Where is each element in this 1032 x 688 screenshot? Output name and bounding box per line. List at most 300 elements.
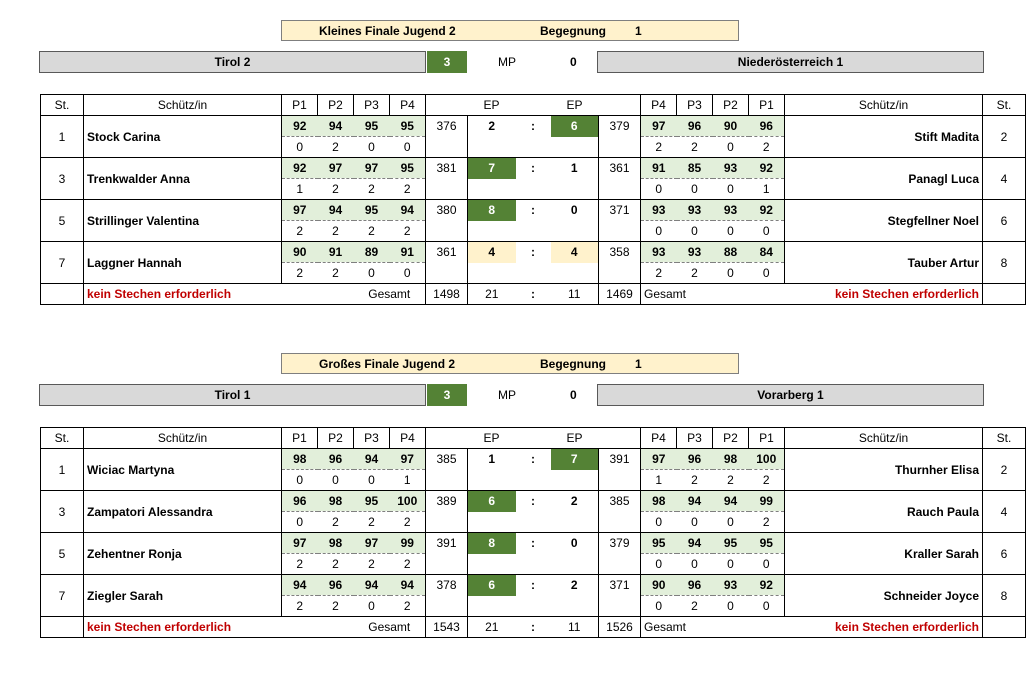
team-left: Tirol 2 (39, 51, 426, 73)
total-right: 385 (599, 491, 641, 512)
ep-separator: : (531, 161, 535, 176)
match-points-left: 3 (427, 51, 467, 73)
ep-sum-right: 11 (551, 617, 599, 638)
series-score-right-p3: 85 (677, 158, 713, 179)
empty-cell (426, 596, 468, 617)
header-name: Schütz/in (785, 428, 983, 449)
match-points-right: 0 (570, 388, 577, 402)
ep-right: 4 (551, 242, 599, 263)
empty-cell (426, 512, 468, 533)
ring-points-left-p2: 0 (318, 470, 354, 491)
ring-points-right-p4: 0 (641, 596, 677, 617)
no-shootoff-note-left: kein Stechen erforderlich (84, 617, 354, 638)
ep-right: 6 (551, 116, 599, 137)
header-ep-right: EP (551, 95, 599, 116)
ring-points-left-p1: 1 (282, 179, 318, 200)
ring-points-left-p4: 1 (390, 470, 426, 491)
shooter-name-right: Stift Madita (785, 116, 983, 158)
series-score-right-p1: 92 (749, 158, 785, 179)
header-p1: P1 (749, 428, 785, 449)
series-score-right-p4: 98 (641, 491, 677, 512)
ep-sum-separator: : (516, 617, 551, 638)
series-score-left-p3: 94 (354, 449, 390, 470)
shooter-name-right: Thurnher Elisa (785, 449, 983, 491)
series-score-left-p1: 96 (282, 491, 318, 512)
series-score-left-p3: 95 (354, 200, 390, 221)
total-right: 379 (599, 116, 641, 137)
start-number-left: 3 (41, 158, 84, 200)
series-score-left-p3: 94 (354, 575, 390, 596)
ep-left: 4 (468, 242, 516, 263)
empty-cell (426, 470, 468, 491)
header-p1: P1 (749, 95, 785, 116)
series-score-right-p4: 93 (641, 242, 677, 263)
ring-points-left-p1: 0 (282, 137, 318, 158)
ring-points-left-p4: 2 (390, 512, 426, 533)
total-left: 361 (426, 242, 468, 263)
empty-cell (551, 179, 599, 200)
series-score-left-p3: 89 (354, 242, 390, 263)
header-row (41, 428, 1026, 449)
ring-points-right-p3: 2 (677, 263, 713, 284)
empty-cell (983, 284, 1026, 305)
grand-total-right: 1469 (599, 284, 641, 305)
team-bar (0, 51, 1032, 73)
ring-points-left-p3: 0 (354, 137, 390, 158)
total-left: 381 (426, 158, 468, 179)
table-row (41, 491, 1026, 512)
empty-cell (516, 554, 551, 575)
ring-points-left-p4: 2 (390, 554, 426, 575)
series-score-left-p1: 98 (282, 449, 318, 470)
ring-points-right-p3: 0 (677, 512, 713, 533)
empty-cell (551, 470, 599, 491)
series-score-right-p2: 95 (713, 533, 749, 554)
start-number-right: 2 (983, 449, 1026, 491)
header-p1: P1 (282, 95, 318, 116)
team-bar (0, 384, 1032, 406)
series-score-left-p1: 92 (282, 116, 318, 137)
ep-right: 7 (551, 449, 599, 470)
team-left: Tirol 1 (39, 384, 426, 406)
ring-points-right-p2: 2 (713, 470, 749, 491)
ring-points-left-p2: 2 (318, 179, 354, 200)
total-right: 371 (599, 200, 641, 221)
series-score-right-p3: 93 (677, 242, 713, 263)
ring-points-left-p3: 0 (354, 263, 390, 284)
header-p2: P2 (713, 95, 749, 116)
start-number-right: 4 (983, 491, 1026, 533)
ring-points-left-p2: 2 (318, 137, 354, 158)
ep-sum-left: 21 (468, 284, 516, 305)
empty-cell (599, 179, 641, 200)
shooter-name-right: Tauber Artur (785, 242, 983, 284)
ep-separator: : (531, 245, 535, 260)
ring-points-right-p4: 0 (641, 221, 677, 242)
start-number-left: 3 (41, 491, 84, 533)
total-label-left: Gesamt (354, 284, 426, 305)
ring-points-right-p2: 0 (713, 596, 749, 617)
series-score-left-p1: 94 (282, 575, 318, 596)
series-score-left-p1: 92 (282, 158, 318, 179)
empty-cell (516, 221, 551, 242)
ring-points-right-p1: 2 (749, 470, 785, 491)
ep-left: 6 (468, 575, 516, 596)
empty-cell (426, 554, 468, 575)
shooter-name-left: Trenkwalder Anna (84, 158, 282, 200)
start-number-right: 6 (983, 200, 1026, 242)
series-score-right-p2: 93 (713, 575, 749, 596)
empty-cell (516, 179, 551, 200)
header-name: Schütz/in (84, 95, 282, 116)
ring-points-left-p3: 2 (354, 512, 390, 533)
empty-cell (983, 617, 1026, 638)
shooter-name-right: Panagl Luca (785, 158, 983, 200)
header-p2: P2 (318, 428, 354, 449)
series-score-left-p1: 90 (282, 242, 318, 263)
empty-cell (468, 512, 516, 533)
ring-points-right-p4: 0 (641, 512, 677, 533)
empty-cell (551, 263, 599, 284)
total-left: 385 (426, 449, 468, 470)
ring-points-left-p2: 2 (318, 263, 354, 284)
header-p4: P4 (641, 95, 677, 116)
total-label-right: Gesamt (641, 284, 713, 305)
series-score-left-p4: 91 (390, 242, 426, 263)
ring-points-right-p2: 0 (713, 137, 749, 158)
header-p3: P3 (354, 95, 390, 116)
empty-cell (516, 470, 551, 491)
ep-separator: : (531, 452, 535, 467)
ring-points-left-p3: 2 (354, 554, 390, 575)
empty-cell (468, 596, 516, 617)
header-st: St. (983, 428, 1026, 449)
ring-points-right-p1: 2 (749, 512, 785, 533)
empty-cell (426, 263, 468, 284)
table-row (41, 449, 1026, 470)
ring-points-right-p1: 2 (749, 137, 785, 158)
ring-points-left-p1: 0 (282, 512, 318, 533)
ep-left: 1 (488, 452, 496, 467)
series-score-left-p3: 97 (354, 158, 390, 179)
ring-points-right-p3: 2 (677, 137, 713, 158)
series-score-left-p1: 97 (282, 533, 318, 554)
start-number-left: 7 (41, 575, 84, 617)
empty-cell (599, 596, 641, 617)
start-number-left: 7 (41, 242, 84, 284)
total-left: 376 (426, 116, 468, 137)
series-score-right-p2: 88 (713, 242, 749, 263)
ring-points-left-p4: 2 (390, 179, 426, 200)
ring-points-left-p3: 2 (354, 179, 390, 200)
series-score-right-p1: 100 (749, 449, 785, 470)
ring-points-right-p1: 0 (749, 596, 785, 617)
ep-right: 0 (551, 200, 599, 221)
series-score-right-p3: 96 (677, 575, 713, 596)
header-ep-right: EP (551, 428, 599, 449)
ring-points-right-p3: 2 (677, 596, 713, 617)
ep-sum-separator: : (516, 284, 551, 305)
series-score-left-p3: 95 (354, 116, 390, 137)
footer-row (41, 284, 1026, 305)
ring-points-left-p3: 0 (354, 596, 390, 617)
empty-cell (599, 512, 641, 533)
match-banner (281, 20, 739, 41)
header-ep-left: EP (468, 95, 516, 116)
empty-cell (599, 470, 641, 491)
series-score-left-p2: 96 (318, 575, 354, 596)
no-shootoff-note-right: kein Stechen erforderlich (713, 284, 983, 305)
series-score-right-p3: 94 (677, 533, 713, 554)
header-ep-left: EP (468, 428, 516, 449)
header-p3: P3 (677, 428, 713, 449)
shooter-name-right: Schneider Joyce (785, 575, 983, 617)
start-number-left: 5 (41, 533, 84, 575)
no-shootoff-note-right: kein Stechen erforderlich (713, 617, 983, 638)
ring-points-right-p4: 1 (641, 470, 677, 491)
total-left: 389 (426, 491, 468, 512)
header-empty (516, 95, 551, 116)
start-number-left: 1 (41, 449, 84, 491)
ep-separator: : (531, 119, 535, 134)
series-score-left-p4: 95 (390, 158, 426, 179)
series-score-left-p4: 95 (390, 116, 426, 137)
series-score-left-p2: 91 (318, 242, 354, 263)
shooter-name-left: Laggner Hannah (84, 242, 282, 284)
ep-sum-left: 21 (468, 617, 516, 638)
shooter-name-left: Zehentner Ronja (84, 533, 282, 575)
ep-separator: : (531, 494, 535, 509)
table-row (41, 116, 1026, 137)
start-number-right: 2 (983, 116, 1026, 158)
ring-points-right-p1: 0 (749, 221, 785, 242)
ep-separator: : (531, 203, 535, 218)
grand-total-left: 1543 (426, 617, 468, 638)
ring-points-left-p2: 2 (318, 596, 354, 617)
ep-left: 7 (468, 158, 516, 179)
series-score-left-p4: 99 (390, 533, 426, 554)
series-score-left-p4: 97 (390, 449, 426, 470)
shooter-name-right: Stegfellner Noel (785, 200, 983, 242)
series-score-right-p2: 94 (713, 491, 749, 512)
ring-points-right-p1: 0 (749, 554, 785, 575)
header-name: Schütz/in (84, 428, 282, 449)
header-p2: P2 (318, 95, 354, 116)
empty-cell (599, 221, 641, 242)
series-score-right-p1: 96 (749, 116, 785, 137)
header-st: St. (983, 95, 1026, 116)
series-score-left-p2: 97 (318, 158, 354, 179)
empty-cell (599, 263, 641, 284)
empty-cell (426, 137, 468, 158)
series-score-right-p4: 97 (641, 449, 677, 470)
empty-cell (516, 137, 551, 158)
header-p3: P3 (677, 95, 713, 116)
empty-cell (516, 263, 551, 284)
total-right: 358 (599, 242, 641, 263)
series-score-left-p3: 95 (354, 491, 390, 512)
ep-right: 2 (551, 491, 599, 512)
series-score-left-p4: 100 (390, 491, 426, 512)
series-score-left-p3: 97 (354, 533, 390, 554)
total-left: 380 (426, 200, 468, 221)
start-number-left: 1 (41, 116, 84, 158)
shooter-name-left: Stock Carina (84, 116, 282, 158)
table-row (41, 533, 1026, 554)
empty-cell (426, 221, 468, 242)
ring-points-right-p1: 0 (749, 263, 785, 284)
header-p4: P4 (390, 428, 426, 449)
ring-points-left-p1: 2 (282, 221, 318, 242)
shooter-name-right: Rauch Paula (785, 491, 983, 533)
series-score-right-p2: 93 (713, 200, 749, 221)
series-score-right-p1: 92 (749, 200, 785, 221)
empty-cell (41, 284, 84, 305)
series-score-right-p4: 95 (641, 533, 677, 554)
ring-points-right-p2: 0 (713, 263, 749, 284)
empty-cell (468, 470, 516, 491)
empty-cell (468, 554, 516, 575)
ring-points-left-p2: 2 (318, 554, 354, 575)
header-st: St. (41, 428, 84, 449)
series-score-left-p2: 98 (318, 533, 354, 554)
ep-left: 6 (468, 491, 516, 512)
no-shootoff-note-left: kein Stechen erforderlich (84, 284, 354, 305)
ring-points-right-p1: 1 (749, 179, 785, 200)
ring-points-left-p4: 0 (390, 263, 426, 284)
match-title: Großes Finale Jugend 2 (319, 357, 456, 371)
ring-points-right-p2: 0 (713, 179, 749, 200)
series-score-right-p4: 93 (641, 200, 677, 221)
total-right: 361 (599, 158, 641, 179)
header-empty (426, 428, 468, 449)
ring-points-right-p4: 0 (641, 179, 677, 200)
header-p4: P4 (390, 95, 426, 116)
team-right: Vorarberg 1 (597, 384, 984, 406)
match-kleines-finale (0, 20, 1032, 320)
match-points-right: 0 (570, 55, 577, 69)
results-table (40, 94, 1026, 305)
ep-right: 0 (551, 533, 599, 554)
header-p1: P1 (282, 428, 318, 449)
ring-points-left-p4: 2 (390, 596, 426, 617)
ring-points-right-p3: 0 (677, 179, 713, 200)
ep-left: 8 (468, 200, 516, 221)
ring-points-right-p2: 0 (713, 221, 749, 242)
series-score-left-p1: 97 (282, 200, 318, 221)
empty-cell (468, 221, 516, 242)
header-empty (516, 428, 551, 449)
series-score-right-p3: 96 (677, 116, 713, 137)
ep-sum-right: 11 (551, 284, 599, 305)
header-name: Schütz/in (785, 95, 983, 116)
ep-left: 8 (468, 533, 516, 554)
match-grosses-finale (0, 353, 1032, 653)
series-score-right-p4: 90 (641, 575, 677, 596)
ring-points-left-p3: 0 (354, 470, 390, 491)
start-number-right: 6 (983, 533, 1026, 575)
empty-cell (426, 179, 468, 200)
table-row (41, 158, 1026, 179)
empty-cell (551, 596, 599, 617)
series-score-right-p3: 93 (677, 200, 713, 221)
ring-points-right-p2: 0 (713, 512, 749, 533)
match-banner (281, 353, 739, 374)
total-left: 391 (426, 533, 468, 554)
series-score-right-p2: 98 (713, 449, 749, 470)
grand-total-left: 1498 (426, 284, 468, 305)
header-empty (426, 95, 468, 116)
ring-points-right-p4: 0 (641, 554, 677, 575)
ring-points-left-p4: 2 (390, 221, 426, 242)
ep-separator: : (531, 536, 535, 551)
header-st: St. (41, 95, 84, 116)
series-score-left-p2: 94 (318, 200, 354, 221)
series-score-right-p4: 91 (641, 158, 677, 179)
ring-points-left-p1: 2 (282, 554, 318, 575)
match-points-left: 3 (427, 384, 467, 406)
series-score-right-p1: 84 (749, 242, 785, 263)
total-left: 378 (426, 575, 468, 596)
match-title: Kleines Finale Jugend 2 (319, 24, 456, 38)
empty-cell (41, 617, 84, 638)
ring-points-left-p2: 2 (318, 221, 354, 242)
shooter-name-right: Kraller Sarah (785, 533, 983, 575)
header-p2: P2 (713, 428, 749, 449)
header-p3: P3 (354, 428, 390, 449)
total-label-left: Gesamt (354, 617, 426, 638)
empty-cell (468, 137, 516, 158)
table-row (41, 242, 1026, 263)
ring-points-left-p1: 2 (282, 263, 318, 284)
empty-cell (599, 137, 641, 158)
total-label-right: Gesamt (641, 617, 713, 638)
start-number-right: 8 (983, 575, 1026, 617)
total-right: 371 (599, 575, 641, 596)
ring-points-right-p4: 2 (641, 137, 677, 158)
match-points-label: MP (498, 55, 516, 69)
ring-points-right-p2: 0 (713, 554, 749, 575)
start-number-right: 4 (983, 158, 1026, 200)
series-score-right-p3: 94 (677, 491, 713, 512)
shooter-name-left: Wiciac Martyna (84, 449, 282, 491)
results-table (40, 427, 1026, 638)
empty-cell (551, 137, 599, 158)
encounter-label: Begegnung (540, 24, 606, 38)
table-row (41, 200, 1026, 221)
shooter-name-left: Zampatori Alessandra (84, 491, 282, 533)
empty-cell (551, 554, 599, 575)
total-right: 391 (599, 449, 641, 470)
series-score-right-p4: 97 (641, 116, 677, 137)
match-points-label: MP (498, 388, 516, 402)
series-score-left-p4: 94 (390, 575, 426, 596)
series-score-right-p1: 92 (749, 575, 785, 596)
ep-right: 1 (551, 158, 599, 179)
footer-row (41, 617, 1026, 638)
empty-cell (599, 554, 641, 575)
start-number-left: 5 (41, 200, 84, 242)
series-score-left-p2: 98 (318, 491, 354, 512)
shooter-name-left: Strillinger Valentina (84, 200, 282, 242)
ring-points-right-p3: 2 (677, 470, 713, 491)
empty-cell (516, 596, 551, 617)
table-row (41, 575, 1026, 596)
series-score-right-p3: 96 (677, 449, 713, 470)
grand-total-right: 1526 (599, 617, 641, 638)
empty-cell (551, 512, 599, 533)
total-right: 379 (599, 533, 641, 554)
